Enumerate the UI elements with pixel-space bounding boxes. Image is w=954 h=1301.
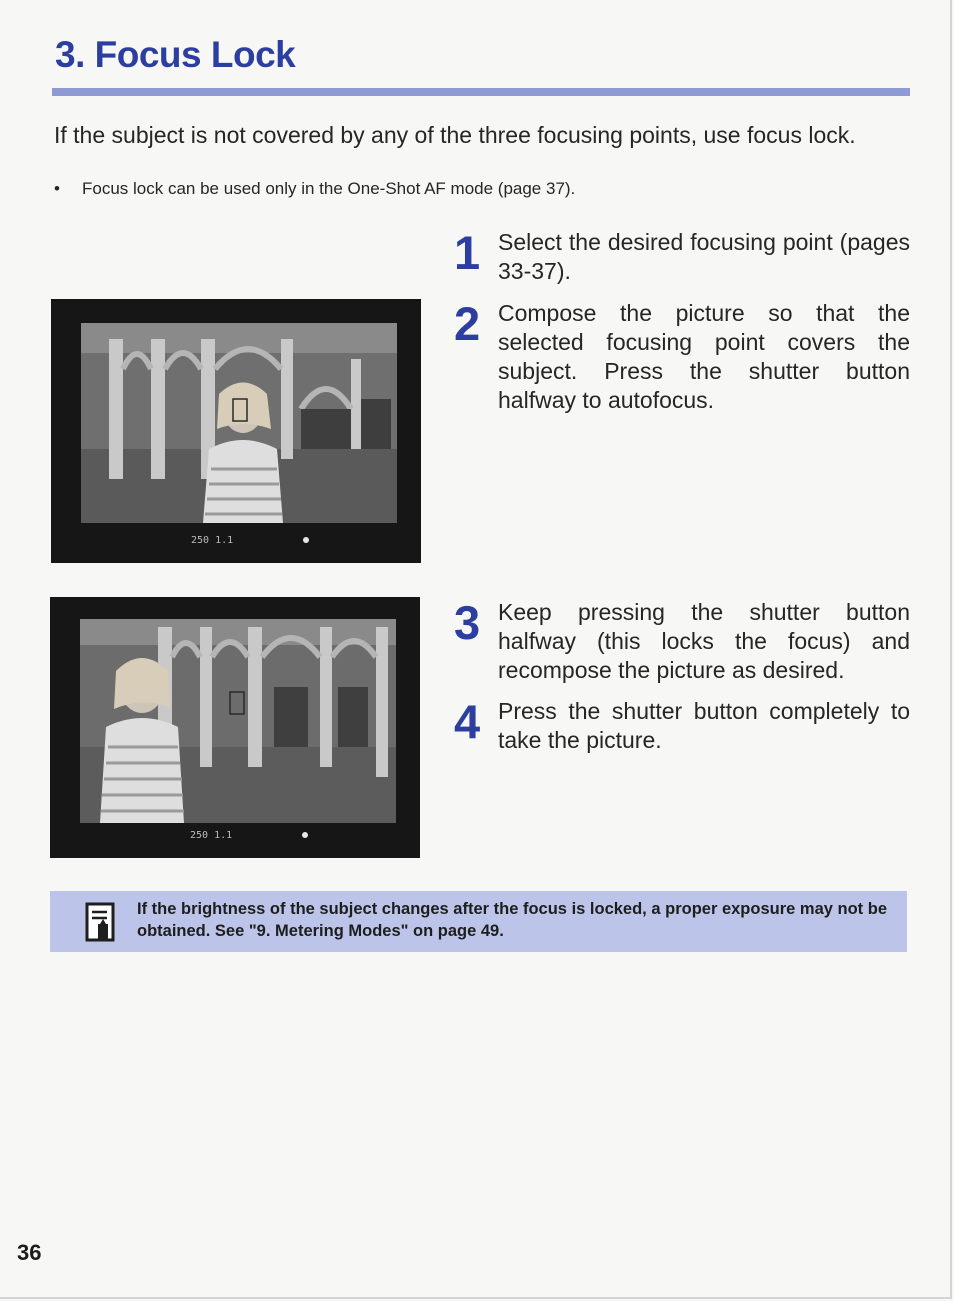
step-number: 2 (454, 297, 481, 350)
step-text: Compose the picture so that the selected focusing point covers the subject. Press the shutter button halfway to autofocus. (498, 300, 910, 413)
step-text: Select the desired focusing point (pages 33-37). (498, 229, 910, 284)
page-title: 3. Focus Lock (55, 34, 296, 75)
intro-paragraph: If the subject is not covered by any of the three focusing points, use focus lock. (54, 122, 856, 148)
note-box (50, 891, 907, 952)
step-2 (452, 299, 910, 415)
viewfinder-photo-2 (50, 597, 420, 858)
step-number: 4 (454, 695, 481, 748)
step-4 (452, 697, 910, 755)
title-rule (52, 88, 910, 96)
viewfinder-photo-woman-left-icon (50, 597, 420, 858)
step-number: 1 (454, 226, 481, 279)
bullet-item (54, 178, 754, 200)
viewfinder-photo-1 (51, 299, 421, 563)
note-text: If the brightness of the subject changes after the focus is locked, a proper exposure may not be obtained. See "9. Metering Modes" on page 49. (137, 900, 888, 940)
focus-confirmation-dot (303, 537, 309, 543)
viewfinder-readout: 250 1.1 (190, 830, 233, 841)
focus-confirmation-dot (302, 832, 308, 838)
step-number: 3 (454, 596, 481, 649)
step-3 (452, 598, 910, 685)
page-number: 36 (17, 1240, 42, 1265)
step-text: Keep pressing the shutter button halfway (this locks the focus) and recompose the picture as desired. (498, 599, 910, 683)
bullet-dot: • (54, 179, 60, 198)
memo-note-icon (85, 902, 117, 947)
viewfinder-photo-woman-centered-icon (51, 299, 421, 563)
step-1 (452, 228, 910, 286)
step-text: Press the shutter button completely to take the picture. (498, 698, 910, 753)
viewfinder-readout: 250 1.1 (191, 535, 234, 546)
bullet-text: Focus lock can be used only in the One-Shot AF mode (page 37). (82, 179, 576, 198)
